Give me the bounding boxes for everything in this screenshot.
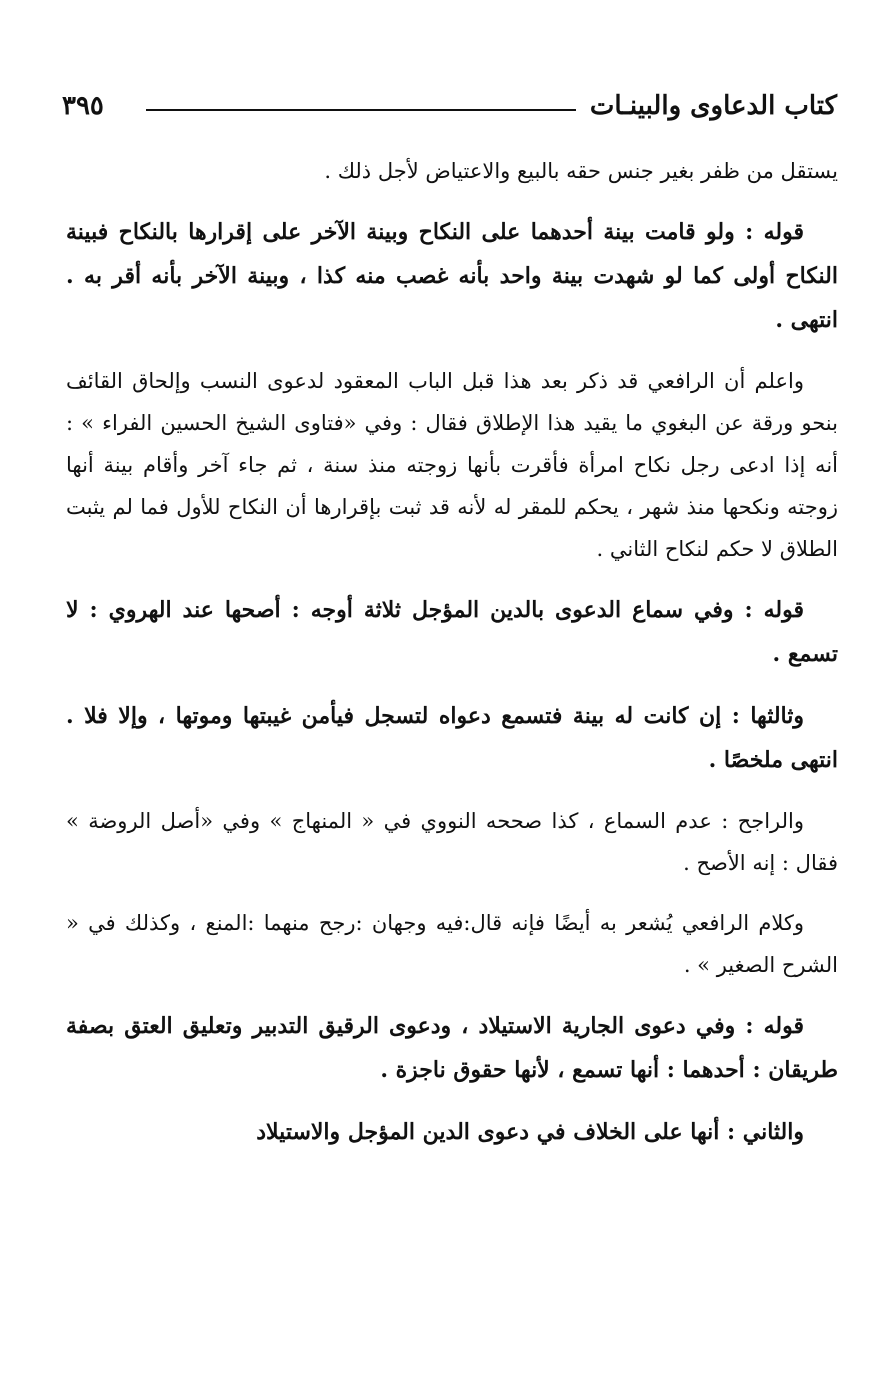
page-body xyxy=(66,150,838,1172)
paragraph-quote-deferred-debt: قوله : وفي سماع الدعوى بالدين المؤجل ثلاثة أوجه : أصحها عند الهروي : لا تسمع . xyxy=(66,597,838,667)
paragraph-rafii-remark: وكلام الرافعي يُشعر به أيضًا فإنه قال:فيه وجهان :رجح منهما :المنع ، وكذلك في « الشرح الصغير » . xyxy=(66,911,838,977)
paragraph-commentary-rafii: واعلم أن الرافعي قد ذكر بعد هذا قبل الباب المعقود لدعوى النسب وإلحاق القائف بنحو ورقة عن البغوي ما يقيد هذا الإطلاق فقال : وفي «فتاوى الشيخ الحسين الفراء » : أنه إذا ادعى رجل نكاح امرأة فأقرت بأنها زوجته منذ سنة ، ثم جاء آخر وأقام بينة أنها زوجته ونكحها منذ شهر ، يحكم للمقر له لأنه قد ثبت بإقرارها أن النكاح للأول فما لم يثبت الطلاق لا حكم لنكاح الثاني . xyxy=(66,369,838,561)
paragraph-second-way: والثاني : أنها على الخلاف في دعوى الدين المؤجل والاستيلاد xyxy=(256,1119,804,1145)
page-header xyxy=(62,84,837,128)
header-rule xyxy=(146,109,576,111)
paragraph-quote-istilad: قوله : وفي دعوى الجارية الاستيلاد ، ودعوى الرقيق التدبير وتعليق العتق بصفة طريقان : أحدهما : أنها تسمع ، لأنها حقوق ناجزة . xyxy=(66,1013,838,1083)
paragraph-preferred-view: والراجح : عدم السماع ، كذا صححه النووي في « المنهاج » وفي «أصل الروضة » فقال : إنه الأصح . xyxy=(66,809,838,875)
running-title: كتاب الدعاوى والبينـات xyxy=(589,91,837,121)
page-number: ٣٩٥ xyxy=(62,91,104,121)
paragraph-third-opinion: وثالثها : إن كانت له بينة فتسمع دعواه لتسجل فيأمن غيبتها وموتها ، وإلا فلا . انتهى ملخصًا . xyxy=(66,703,838,773)
paragraph-continuation: يستقل من ظفر بغير جنس حقه بالبيع والاعتياض لأجل ذلك . xyxy=(324,159,838,183)
paragraph-quote-nikah: قوله : ولو قامت بينة أحدهما على النكاح وبينة الآخر على إقرارها بالنكاح فبينة النكاح أولى كما لو شهدت بينة واحد بأنه غصب منه كذا ، وبينة الآخر بأنه أقر به . انتهى . xyxy=(66,219,838,333)
